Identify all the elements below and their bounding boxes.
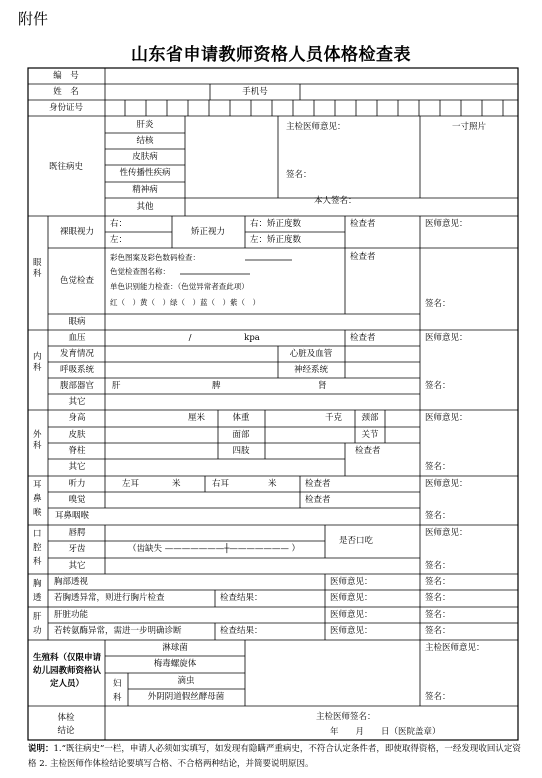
name-label: 姓 名 — [53, 87, 79, 97]
footnote-text: 1.“既往病史”一栏，申请人必须如实填写，如发现有隐瞒严重病史，不符合认定条件者，即使取得资格，一经发现收回认定资格 2. 主检医师作体检结论要填写合格、不合格两种结论，并简要说明原因。 — [28, 744, 521, 769]
right-ear-label: 右耳 — [212, 479, 230, 489]
footnote-label: 说明： — [28, 744, 54, 754]
history-sign: 签名： — [286, 170, 312, 180]
ent-doctor-opinion: 医师意见： — [425, 479, 468, 489]
attachment-label: 附件 — [18, 10, 49, 28]
internal-doctor-opinion: 医师意见： — [425, 333, 468, 343]
color-test-line4: 红（ ）黄（ ）绿（ ）蓝（ ）紫（ ） — [110, 298, 260, 307]
eye-sign: 签名： — [425, 299, 451, 309]
liver-organ-label: 肝 — [112, 381, 121, 391]
history-item-std: 性传播性疾病 — [119, 168, 171, 178]
women-label: 妇科 — [113, 679, 122, 703]
corrected-vision-label: 矫正视力 — [190, 227, 226, 237]
height-unit: 厘米 — [188, 413, 206, 423]
oral-other-label: 其它 — [68, 561, 86, 571]
missing-teeth-chart: （齿缺失 ———————┼——————— ） — [128, 544, 301, 554]
color-test-line2: 色觉检查图名称： — [110, 267, 170, 276]
color-vision-label: 色觉检查 — [59, 276, 95, 286]
trichomonas-label: 滴虫 — [177, 676, 195, 686]
chest-film-label: 若胸透异常，则进行胸片检查 — [54, 593, 165, 603]
internal-sign: 签名： — [425, 381, 451, 391]
candida-label: 外阴阴道假丝酵母菌 — [147, 692, 225, 702]
stutter-label: 是否口吃 — [338, 536, 374, 546]
left-ear-unit: 米 — [172, 479, 181, 489]
ent-examiner-2: 检查者 — [305, 495, 331, 505]
syphilis-label: 梅毒螺旋体 — [153, 659, 197, 669]
chest-result-label: 检查结果： — [220, 593, 263, 603]
eye-doctor-opinion: 医师意见： — [425, 219, 468, 229]
teeth-label: 牙齿 — [68, 544, 86, 554]
weight-label: 体重 — [232, 413, 250, 423]
oral-doctor-opinion: 医师意见： — [425, 528, 468, 538]
eye-examiner-1: 检查者 — [350, 219, 376, 229]
liver-section-label: 肝功 — [33, 612, 42, 636]
chest-sign-2: 签名： — [425, 593, 451, 603]
chest-xray-label: 胸部透视 — [54, 577, 89, 587]
internal-section-label: 内科 — [33, 352, 42, 373]
corrected-right: 右：矫正度数 — [250, 219, 302, 229]
self-signature: 本人签名： — [314, 196, 357, 206]
corrected-left: 左：矫正度数 — [250, 235, 302, 245]
kidney-label: 肾 — [318, 381, 327, 391]
eye-examiner-2: 检查者 — [350, 252, 376, 262]
face-label: 面部 — [232, 430, 250, 440]
nervous-label: 神经系统 — [293, 365, 329, 375]
gyn-sign: 签名： — [425, 692, 451, 702]
surgery-sign: 签名： — [425, 462, 451, 472]
liver-sign-1: 签名： — [425, 610, 451, 620]
internal-other-label: 其它 — [68, 397, 86, 407]
weight-unit: 千克 — [325, 413, 343, 423]
color-test-line3: 单色识别能力检查：（色觉异常者查此项） — [110, 282, 249, 291]
history-doctor-opinion: 主检医师意见： — [286, 122, 346, 132]
throat-label: 耳鼻咽喉 — [55, 511, 90, 521]
ent-examiner-1: 检查者 — [305, 479, 331, 489]
conclusion-label: 体检结论 — [57, 713, 75, 736]
spine-label: 脊柱 — [68, 446, 86, 456]
conclusion-doctor-sign: 主检医师签名： — [316, 712, 376, 722]
joints-label: 关节 — [361, 430, 379, 440]
bp-slash: / — [188, 333, 192, 343]
surgery-examiner: 检查者 — [355, 446, 381, 456]
footnote — [28, 742, 523, 772]
gyn-section-label: 生殖科（仅限申请幼儿园教师资格认定人员） — [32, 653, 101, 689]
gyn-doctor-opinion: 主检医师意见： — [425, 643, 485, 653]
phone-label: 手机号 — [242, 87, 268, 97]
heart-label: 心脏及血管 — [289, 349, 333, 359]
alt-label: 若转氨酶异常，需进一步明确诊断 — [54, 626, 182, 636]
neck-label: 颈部 — [361, 413, 379, 423]
chest-doctor-opinion-2: 医师意见： — [330, 593, 373, 603]
left-ear-label: 左耳 — [122, 479, 140, 489]
surgery-doctor-opinion: 医师意见： — [425, 413, 468, 423]
oral-section-label: 口腔科 — [33, 529, 42, 567]
chest-sign-1: 签名： — [425, 577, 451, 587]
respiratory-label: 呼吸系统 — [59, 365, 95, 375]
internal-examiner: 检查者 — [350, 333, 376, 343]
limbs-label: 四肢 — [232, 446, 250, 456]
naked-right: 右： — [110, 219, 128, 229]
eye-section-label: 眼科 — [33, 258, 42, 279]
abdominal-label: 腹部器官 — [59, 381, 95, 391]
smell-label: 嗅觉 — [68, 495, 86, 505]
right-ear-unit: 米 — [268, 479, 277, 489]
naked-vision-label: 裸眼视力 — [59, 227, 95, 237]
oral-sign: 签名： — [425, 561, 451, 571]
history-item-skin: 皮肤病 — [132, 152, 158, 162]
spleen-label: 脾 — [212, 381, 221, 391]
history-item-other: 其他 — [136, 202, 154, 212]
ent-section-label: 耳鼻喉 — [33, 480, 42, 518]
bp-unit: kpa — [244, 333, 260, 343]
lips-label: 唇腭 — [68, 528, 86, 538]
height-label: 身高 — [68, 413, 86, 423]
ent-sign: 签名： — [425, 511, 451, 521]
gonorrhea-label: 淋球菌 — [162, 643, 188, 653]
id-card-label: 身份证号 — [48, 103, 84, 113]
history-label: 既往病史 — [48, 162, 84, 172]
liver-doctor-opinion: 医师意见： — [330, 610, 373, 620]
liver-function-label: 肝脏功能 — [54, 610, 89, 620]
history-item-tuberculosis: 结核 — [136, 136, 154, 146]
naked-left: 左： — [110, 235, 128, 245]
chest-section-label: 胸透 — [33, 579, 42, 603]
conclusion-date: 年 月 日（医院盖章） — [330, 727, 441, 737]
photo-placeholder: 一寸照片 — [451, 122, 487, 132]
history-item-mental: 精神病 — [132, 185, 158, 195]
history-item-hepatitis: 肝炎 — [136, 120, 154, 130]
development-label: 发育情况 — [59, 349, 95, 359]
eye-disease-label: 眼病 — [68, 317, 86, 327]
skin-label: 皮肤 — [68, 430, 86, 440]
liver-sign-2: 签名： — [425, 626, 451, 636]
surgery-other-label: 其它 — [68, 462, 86, 472]
blood-pressure-label: 血压 — [68, 333, 86, 343]
hearing-label: 听力 — [68, 479, 86, 489]
surgery-section-label: 外科 — [33, 430, 42, 451]
liver-result-label: 检查结果： — [220, 626, 263, 636]
id-number-label: 编 号 — [53, 71, 79, 81]
liver-doctor-opinion-2: 医师意见： — [330, 626, 373, 636]
form-title: 山东省申请教师资格人员体格检查表 — [131, 45, 411, 65]
color-test-line1: 彩色图案及彩色数码检查： — [110, 253, 200, 262]
chest-doctor-opinion: 医师意见： — [330, 577, 373, 587]
